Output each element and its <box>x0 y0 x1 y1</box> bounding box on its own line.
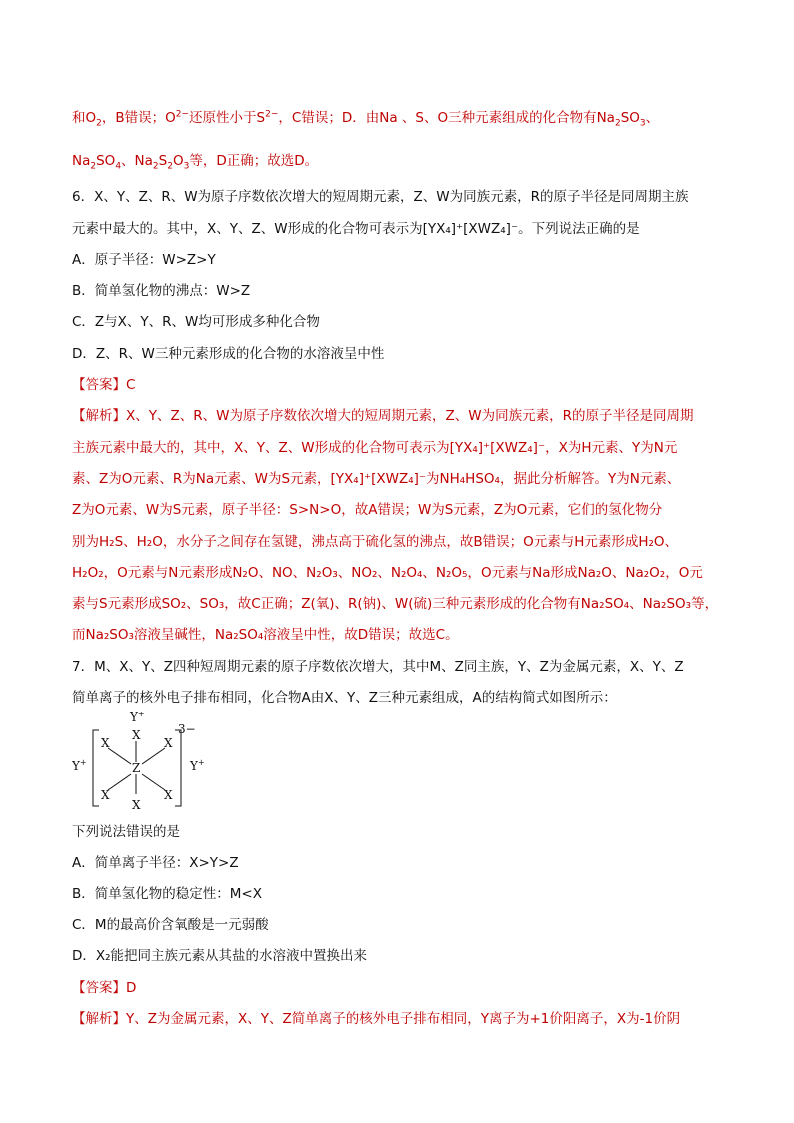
q6-option-a: A．原子半径：W>Z>Y <box>72 252 216 268</box>
q6-analysis-line-7: 素与S元素形成SO₂、SO₃，故C正确；Z(氧)、R(钠)、W(硫)三种元素形成的化合物有Na₂SO₄、Na₂SO₃等， <box>72 596 719 612</box>
q6-option-c: C．Z与X、Y、R、W均可形成多种化合物 <box>72 314 320 330</box>
q7-answer <box>72 976 136 996</box>
right-bracket <box>175 730 181 806</box>
answer-label: 【答案】 <box>72 980 126 996</box>
bond-lower-right <box>142 774 165 790</box>
q7-stem-line-2: 简单离子的核外电子排布相同，化合物A由X、Y、Z三种元素组成，A的结构简式如图所示： <box>72 690 617 706</box>
cation-top: Y+ <box>130 712 145 724</box>
center-atom: Z <box>132 761 141 775</box>
q6-analysis-line-2: 主族元素中最大的，其中，X、Y、Z、W形成的化合物可表示为[YX₄]⁺[XWZ₄]⁻，X为H元素、Y为N元 <box>72 440 678 456</box>
q6-analysis-line-8: 而Na₂SO₃溶液呈碱性，Na₂SO₄溶液呈中性，故D错误；故选C。 <box>72 627 459 643</box>
cation-left: Y+ <box>72 758 87 773</box>
q6-analysis-line-5: 别为H₂S、H₂O，水分子之间存在氢键，沸点高于硫化氢的沸点，故B错误；O元素与H元素形成H₂O、 <box>72 534 679 550</box>
ligand-top: X <box>132 728 141 742</box>
q6-option-b: B．简单氢化物的沸点：W>Z <box>72 283 251 299</box>
q7-option-b: B．简单氢化物的稳定性：M<X <box>72 886 262 902</box>
q7-option-a: A．简单离子半径：X>Y>Z <box>72 855 239 871</box>
left-bracket <box>93 730 99 806</box>
analysis-label: 【解析】 <box>72 1011 126 1027</box>
q6-analysis-line-6: H₂O₂，O元素与N元素形成N₂O、NO、N₂O₃、NO₂、N₂O₄、N₂O₅，O元素与Na形成Na₂O、Na₂O₂，O元 <box>72 565 703 581</box>
q7-stem-line-1: 7．M、X、Y、Z四种短周期元素的原子序数依次增大，其中M、Z同主族，Y、Z为金属元素，X、Y、Z <box>72 659 684 675</box>
ligand-lower-left: X <box>101 788 110 802</box>
answer-value: C <box>126 377 136 393</box>
q7-option-d: D．X₂能把同主族元素从其盐的水溶液中置换出来 <box>72 948 368 964</box>
ligand-bottom: X <box>132 798 141 812</box>
ligand-upper-left: X <box>101 736 110 750</box>
ligand-upper-right: X <box>164 736 173 750</box>
q6-analysis-line-1: 【解析】X、Y、Z、R、W为原子序数依次增大的短周期元素，Z、W为同族元素，R的原子半径是同周期 <box>72 408 694 424</box>
anion-charge: 3− <box>178 722 196 736</box>
q6-option-d: D．Z、R、W三种元素形成的化合物的水溶液呈中性 <box>72 346 385 362</box>
bond-upper-right <box>142 748 165 764</box>
q6-stem-line-1: 6．X、Y、Z、R、W为原子序数依次增大的短周期元素，Z、W为同族元素，R的原子半径是同周期主族 <box>72 189 689 205</box>
cation-right: Y+ <box>190 758 205 773</box>
bond-lower-left <box>108 774 131 790</box>
q5-tail-line-1: 和$O_2$，B错误；$O^{2-}$还原性小于$S^{2-}$，C错误；D．由Na 、S、O三种元素组成的化合物有$Na_2SO_3$、 <box>72 109 660 129</box>
ligand-lower-right: X <box>164 788 173 802</box>
analysis-label: 【解析】 <box>72 408 126 424</box>
q6-answer <box>72 373 135 393</box>
q7-analysis-line-1: 【解析】Y、Z为金属元素，X、Y、Z简单离子的核外电子排布相同，Y离子为+1价阳离子，X为-1价阴 <box>72 1011 681 1027</box>
answer-label: 【答案】 <box>72 377 126 393</box>
q6-stem-line-2: 元素中最大的。其中，X、Y、Z、W形成的化合物可表示为[YX₄]⁺[XWZ₄]⁻。下列说法正确的是 <box>72 221 640 237</box>
q6-analysis-line-4: Z为O元素、W为S元素，原子半径：S>N>O，故A错误；W为S元素，Z为O元素，它们的氢化物分 <box>72 502 663 518</box>
q7-question: 下列说法错误的是 <box>72 824 180 840</box>
structure-diagram <box>72 712 212 812</box>
answer-value: D <box>126 980 137 996</box>
q5-tail-line-2: $Na_2SO_4$、$Na_2S_2O_3$等，D正确；故选D。 <box>72 153 319 172</box>
bond-upper-left <box>108 748 131 764</box>
q7-option-c: C．M的最高价含氧酸是一元弱酸 <box>72 917 269 933</box>
q6-analysis-line-3: 素、Z为O元素、R为Na元素、W为S元素，[YX₄]⁺[XWZ₄]⁻为NH₄HSO₄，据此分析解答。Y为N元素、 <box>72 471 681 487</box>
